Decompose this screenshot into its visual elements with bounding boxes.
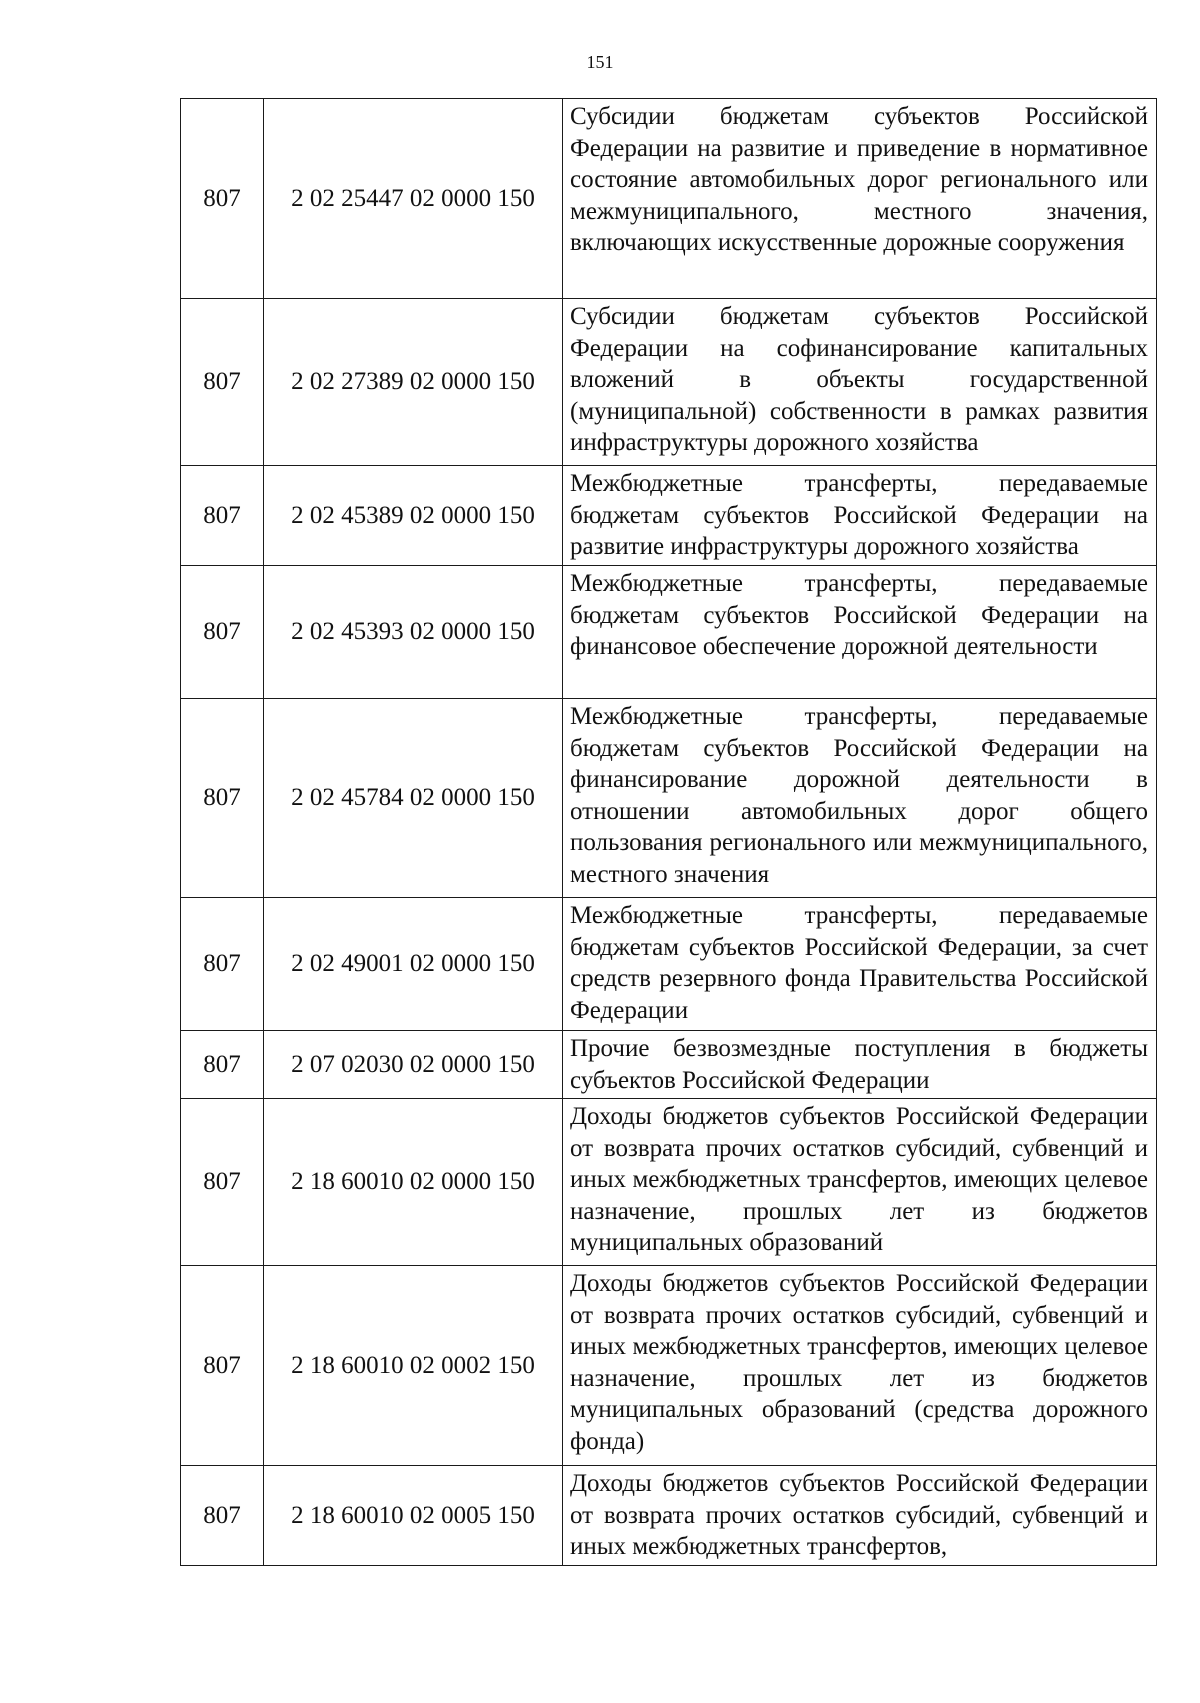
admin-code-cell: 807	[181, 1466, 264, 1566]
budget-code-cell: 2 02 27389 02 0000 150	[264, 299, 563, 466]
table-row	[181, 1031, 1157, 1099]
budget-code-cell: 2 02 25447 02 0000 150	[264, 99, 563, 299]
table-row	[181, 99, 1157, 299]
description-text: Субсидии бюджетам субъектов Российской Федерации на развитие и приведение в нормативное состояние автомобильных дорог регионального или межмуниципального, местного значения, включающих искусственные дорожные сооружения	[570, 103, 1148, 256]
table-row	[181, 466, 1157, 566]
admin-code-cell: 807	[181, 1099, 264, 1266]
description-cell	[563, 1466, 1157, 1566]
description-text: Доходы бюджетов субъектов Российской Федерации от возврата прочих остатков субсидий, субвенций и иных межбюджетных трансфертов, имеющих целевое назначение, прошлых лет из бюджетов муниципальных образований	[570, 1103, 1148, 1256]
admin-code-cell: 807	[181, 699, 264, 898]
budget-code-cell: 2 18 60010 02 0000 150	[264, 1099, 563, 1266]
description-cell	[563, 566, 1157, 699]
description-text: Доходы бюджетов субъектов Российской Федерации от возврата прочих остатков субсидий, субвенций и иных межбюджетных трансфертов,	[570, 1470, 1148, 1560]
page-number: 151	[586, 52, 614, 72]
description-text: Межбюджетные трансферты, передаваемые бюджетам субъектов Российской Федерации на финансирование дорожной деятельности в отношении автомобильных дорог общего пользования регионального или межмуниципального, местного значения	[570, 703, 1148, 888]
description-cell	[563, 466, 1157, 566]
table-row	[181, 1466, 1157, 1566]
admin-code-cell: 807	[181, 1266, 264, 1466]
admin-code-cell: 807	[181, 99, 264, 299]
description-text: Доходы бюджетов субъектов Российской Федерации от возврата прочих остатков субсидий, субвенций и иных межбюджетных трансфертов, имеющих целевое назначение, прошлых лет из бюджетов муниципальных образований (средства дорожного фонда)	[570, 1270, 1148, 1455]
budget-code-cell: 2 18 60010 02 0002 150	[264, 1266, 563, 1466]
budget-code-cell: 2 02 49001 02 0000 150	[264, 898, 563, 1031]
table-row	[181, 699, 1157, 898]
description-cell	[563, 898, 1157, 1031]
budget-code-cell: 2 02 45389 02 0000 150	[264, 466, 563, 566]
budget-code-cell: 2 18 60010 02 0005 150	[264, 1466, 563, 1566]
table-row	[181, 1099, 1157, 1266]
description-cell	[563, 1266, 1157, 1466]
table-row	[181, 1266, 1157, 1466]
description-text: Межбюджетные трансферты, передаваемые бюджетам субъектов Российской Федерации на финансовое обеспечение дорожной деятельности	[570, 570, 1148, 660]
admin-code-cell: 807	[181, 299, 264, 466]
admin-code-cell: 807	[181, 566, 264, 699]
description-text: Прочие безвозмездные поступления в бюджеты субъектов Российской Федерации	[570, 1035, 1148, 1094]
description-text: Межбюджетные трансферты, передаваемые бюджетам субъектов Российской Федерации, за счет средств резервного фонда Правительства Российской Федерации	[570, 902, 1148, 1024]
description-cell	[563, 699, 1157, 898]
description-cell	[563, 1099, 1157, 1266]
revenue-codes-table	[180, 98, 1157, 1566]
table-row	[181, 566, 1157, 699]
admin-code-cell: 807	[181, 898, 264, 1031]
description-text: Межбюджетные трансферты, передаваемые бюджетам субъектов Российской Федерации на развитие инфраструктуры дорожного хозяйства	[570, 470, 1148, 560]
table-row	[181, 898, 1157, 1031]
admin-code-cell: 807	[181, 1031, 264, 1099]
admin-code-cell: 807	[181, 466, 264, 566]
description-cell	[563, 99, 1157, 299]
description-text: Субсидии бюджетам субъектов Российской Федерации на софинансирование капитальных вложений в объекты государственной (муниципальной) собственности в рамках развития инфраструктуры дорожного хозяйства	[570, 303, 1148, 456]
budget-code-cell: 2 02 45784 02 0000 150	[264, 699, 563, 898]
table-row	[181, 299, 1157, 466]
budget-code-cell: 2 02 45393 02 0000 150	[264, 566, 563, 699]
description-cell	[563, 1031, 1157, 1099]
description-cell	[563, 299, 1157, 466]
budget-code-cell: 2 07 02030 02 0000 150	[264, 1031, 563, 1099]
